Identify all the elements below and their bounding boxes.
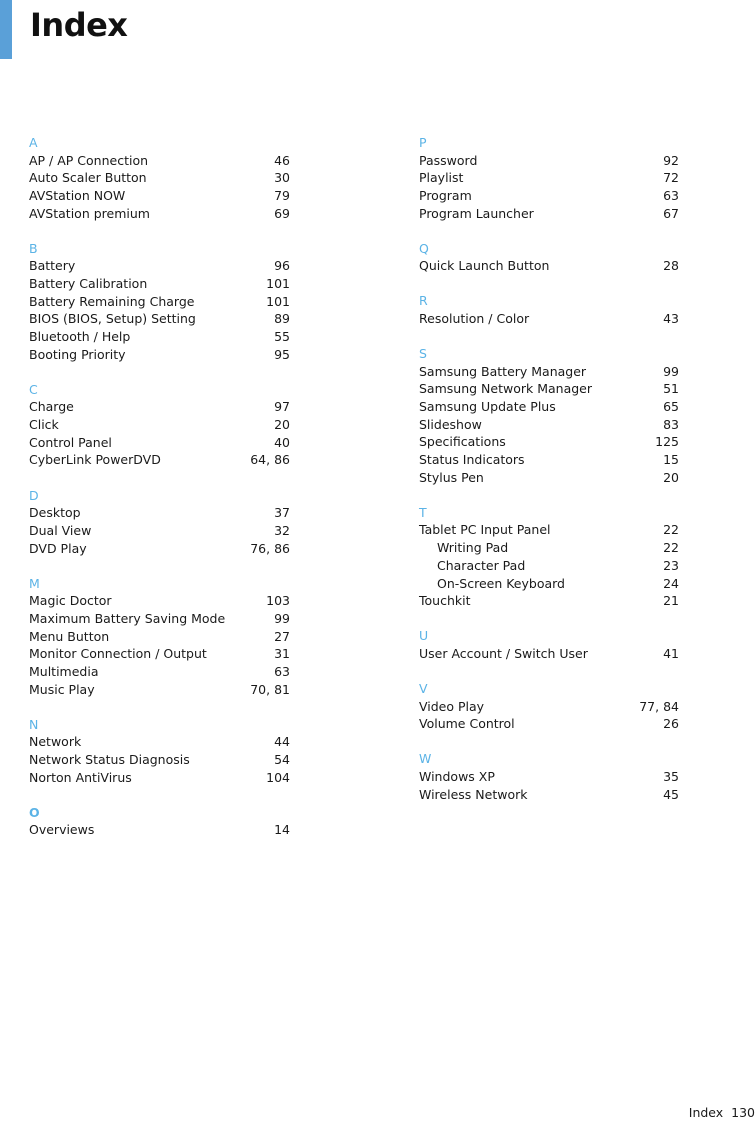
index-subentry xyxy=(419,557,679,575)
index-entry xyxy=(29,293,290,311)
index-entry xyxy=(419,768,679,786)
index-page-number: 31 xyxy=(274,646,290,662)
index-letter-heading: W xyxy=(419,751,432,767)
index-entry xyxy=(419,645,679,663)
index-letter-heading: Q xyxy=(419,240,429,256)
index-entry xyxy=(29,152,290,170)
index-page-number: 28 xyxy=(663,258,679,274)
index-entry xyxy=(29,628,290,646)
index-term: Multimedia xyxy=(29,663,99,679)
title-accent-bar xyxy=(0,0,12,59)
index-page-number: 77, 84 xyxy=(639,698,679,714)
index-entry xyxy=(29,821,290,839)
index-page-number: 104 xyxy=(266,769,290,785)
index-entry xyxy=(419,698,679,716)
index-page-number: 43 xyxy=(663,310,679,326)
index-page-number: 63 xyxy=(274,663,290,679)
index-page-number: 44 xyxy=(274,734,290,750)
index-term: Samsung Network Manager xyxy=(419,381,592,397)
index-entry xyxy=(29,346,290,364)
index-term: Magic Doctor xyxy=(29,593,112,609)
index-entry xyxy=(419,521,679,539)
index-entry xyxy=(419,310,679,328)
index-entry xyxy=(419,469,679,487)
index-page-number: 101 xyxy=(266,293,290,309)
index-term: Battery Calibration xyxy=(29,275,148,291)
index-term: DVD Play xyxy=(29,540,87,556)
index-page-number: 21 xyxy=(663,593,679,609)
index-page-number: 125 xyxy=(655,434,679,450)
index-entry xyxy=(29,187,290,205)
index-page-number: 76, 86 xyxy=(250,540,290,556)
index-letter-heading: P xyxy=(419,135,427,150)
index-term: Network xyxy=(29,734,82,750)
index-letter-heading: M xyxy=(29,575,40,591)
index-term: CyberLink PowerDVD xyxy=(29,452,161,468)
index-entry xyxy=(419,416,679,434)
index-entry xyxy=(29,398,290,416)
index-letter-heading: T xyxy=(419,504,427,520)
index-entry xyxy=(29,169,290,187)
index-term: Writing Pad xyxy=(437,540,509,556)
index-term: Password xyxy=(419,152,478,168)
index-term: Maximum Battery Saving Mode xyxy=(29,610,226,626)
index-group-b xyxy=(29,240,290,364)
index-entry xyxy=(29,275,290,293)
index-group-r xyxy=(419,292,679,327)
index-entry xyxy=(419,205,679,223)
index-term: Battery xyxy=(29,258,76,274)
index-entry xyxy=(29,434,290,452)
index-subentry xyxy=(419,575,679,593)
index-page-number: 22 xyxy=(663,540,679,556)
index-term: Charge xyxy=(29,399,74,415)
footer-label: Index xyxy=(688,1105,724,1120)
index-term: Click xyxy=(29,417,59,433)
index-entry xyxy=(29,451,290,469)
index-letter-heading: D xyxy=(29,487,39,503)
index-term: Battery Remaining Charge xyxy=(29,293,195,309)
index-group-p xyxy=(419,134,679,222)
index-page-number: 63 xyxy=(663,187,679,203)
index-page-number: 54 xyxy=(274,752,290,767)
index-group-q xyxy=(419,240,679,275)
index-page-number: 64, 86 xyxy=(250,452,290,468)
index-group-o xyxy=(29,804,290,839)
index-term: AP / AP Connection xyxy=(29,152,149,168)
index-letter-heading: U xyxy=(419,628,429,644)
index-term: Music Play xyxy=(29,681,95,697)
index-term: Wireless Network xyxy=(419,786,528,802)
index-term: Volume Control xyxy=(419,716,515,732)
index-entry xyxy=(29,416,290,434)
index-entry xyxy=(29,733,290,751)
index-group-u xyxy=(419,627,679,662)
index-term: Resolution / Color xyxy=(419,310,530,326)
index-page-number: 40 xyxy=(274,434,290,450)
index-entry xyxy=(419,592,679,610)
index-page-number: 41 xyxy=(663,645,679,661)
index-term: AVStation NOW xyxy=(29,187,126,203)
index-group-w xyxy=(419,750,679,803)
index-column-left xyxy=(29,134,290,857)
index-term: Windows XP xyxy=(419,768,495,784)
index-term: Program Launcher xyxy=(419,205,534,221)
index-entry xyxy=(419,451,679,469)
index-page-number: 35 xyxy=(663,768,679,784)
index-entry xyxy=(29,310,290,328)
index-entry xyxy=(419,433,679,451)
index-page-number: 97 xyxy=(274,399,290,415)
index-term: Slideshow xyxy=(419,416,482,432)
index-group-s xyxy=(419,345,679,486)
index-page-number: 55 xyxy=(274,329,290,344)
index-entry xyxy=(29,522,290,540)
index-group-m xyxy=(29,575,290,699)
index-page-number: 99 xyxy=(274,610,290,626)
index-entry xyxy=(29,610,290,628)
index-term: Playlist xyxy=(419,170,464,186)
index-term: Video Play xyxy=(419,698,485,714)
index-term: Monitor Connection / Output xyxy=(29,646,207,662)
index-letter-heading: V xyxy=(419,681,428,697)
index-entry xyxy=(29,681,290,699)
index-page-number: 83 xyxy=(663,416,679,432)
index-term: Auto Scaler Button xyxy=(29,170,147,186)
index-page-number: 26 xyxy=(663,716,679,732)
index-letter-heading: C xyxy=(29,381,38,397)
index-page-number: 92 xyxy=(663,152,679,168)
index-page-number: 23 xyxy=(663,557,679,573)
index-entry xyxy=(419,152,679,170)
index-group-a xyxy=(29,134,290,222)
index-page-number: 27 xyxy=(274,628,290,644)
index-entry xyxy=(419,169,679,187)
index-page-number: 15 xyxy=(663,452,679,468)
index-entry xyxy=(419,786,679,804)
index-group-d xyxy=(29,487,290,558)
index-entry xyxy=(29,257,290,275)
index-letter-heading: A xyxy=(29,135,38,150)
index-letter-heading: O xyxy=(29,804,40,820)
index-page-number: 24 xyxy=(663,575,679,591)
index-term: Touchkit xyxy=(419,593,471,609)
index-entry xyxy=(419,257,679,275)
index-letter-heading: S xyxy=(419,346,427,362)
index-term: Samsung Update Plus xyxy=(419,399,556,414)
index-page-number: 14 xyxy=(274,822,290,838)
index-page-number: 46 xyxy=(274,152,290,168)
index-page-number: 89 xyxy=(274,311,290,327)
index-page-number: 30 xyxy=(274,170,290,186)
index-term: User Account / Switch User xyxy=(419,645,588,661)
index-page-number: 79 xyxy=(274,187,290,203)
index-term: Stylus Pen xyxy=(419,469,484,485)
index-page-number: 69 xyxy=(274,205,290,221)
index-entry xyxy=(419,380,679,398)
index-term: Status Indicators xyxy=(419,452,525,468)
index-page-number: 22 xyxy=(663,522,679,538)
index-page-number: 103 xyxy=(266,593,290,609)
index-entry xyxy=(29,751,290,769)
page-title: Index xyxy=(30,6,128,44)
index-term: Desktop xyxy=(29,505,81,521)
index-subentry xyxy=(419,539,679,557)
index-term: Norton AntiVirus xyxy=(29,769,132,785)
index-term: Network Status Diagnosis xyxy=(29,752,190,767)
index-page-number: 20 xyxy=(274,417,290,433)
index-term: Program xyxy=(419,187,472,203)
index-term: Tablet PC Input Panel xyxy=(419,522,551,538)
index-page-number: 67 xyxy=(663,205,679,221)
index-term: Quick Launch Button xyxy=(419,258,550,274)
index-letter-heading: R xyxy=(419,293,428,309)
index-term: Specifications xyxy=(419,434,506,450)
index-entry xyxy=(29,504,290,522)
index-page-number: 45 xyxy=(663,786,679,802)
index-term: AVStation premium xyxy=(29,205,150,221)
index-term: Overviews xyxy=(29,822,95,838)
index-letter-heading: N xyxy=(29,716,39,732)
index-group-c xyxy=(29,381,290,469)
index-term: Dual View xyxy=(29,522,92,538)
index-entry xyxy=(29,328,290,346)
index-term: Bluetooth / Help xyxy=(29,329,131,344)
index-page-number: 99 xyxy=(663,363,679,379)
index-entry xyxy=(29,663,290,681)
index-page-number: 101 xyxy=(266,275,290,291)
index-page-number: 32 xyxy=(274,522,290,538)
index-entry xyxy=(29,205,290,223)
index-entry xyxy=(419,398,679,416)
index-page-number: 72 xyxy=(663,170,679,186)
index-entry xyxy=(29,769,290,787)
index-term: Character Pad xyxy=(437,557,526,573)
index-group-n xyxy=(29,716,290,787)
index-page-number: 70, 81 xyxy=(250,681,290,697)
index-term: BIOS (BIOS, Setup) Setting xyxy=(29,311,196,327)
index-term: Control Panel xyxy=(29,434,112,450)
index-entry xyxy=(29,645,290,663)
index-column-right xyxy=(419,134,679,821)
index-entry xyxy=(29,592,290,610)
index-term: Samsung Battery Manager xyxy=(419,363,587,379)
index-page-number: 20 xyxy=(663,469,679,485)
footer-page-number: 130 xyxy=(731,1105,755,1120)
index-page-number: 95 xyxy=(274,346,290,362)
index-group-t xyxy=(419,504,679,610)
page-footer xyxy=(689,1104,755,1121)
index-entry xyxy=(419,715,679,733)
index-entry xyxy=(29,540,290,558)
index-page-number: 37 xyxy=(274,505,290,521)
index-page-number: 96 xyxy=(274,258,290,274)
index-page-number: 51 xyxy=(663,381,679,397)
index-page-number: 65 xyxy=(663,399,679,414)
index-entry xyxy=(419,363,679,381)
index-letter-heading: B xyxy=(29,240,38,256)
index-term: On-Screen Keyboard xyxy=(437,575,565,591)
index-term: Menu Button xyxy=(29,628,110,644)
index-entry xyxy=(419,187,679,205)
index-term: Booting Priority xyxy=(29,346,126,362)
index-group-v xyxy=(419,680,679,733)
